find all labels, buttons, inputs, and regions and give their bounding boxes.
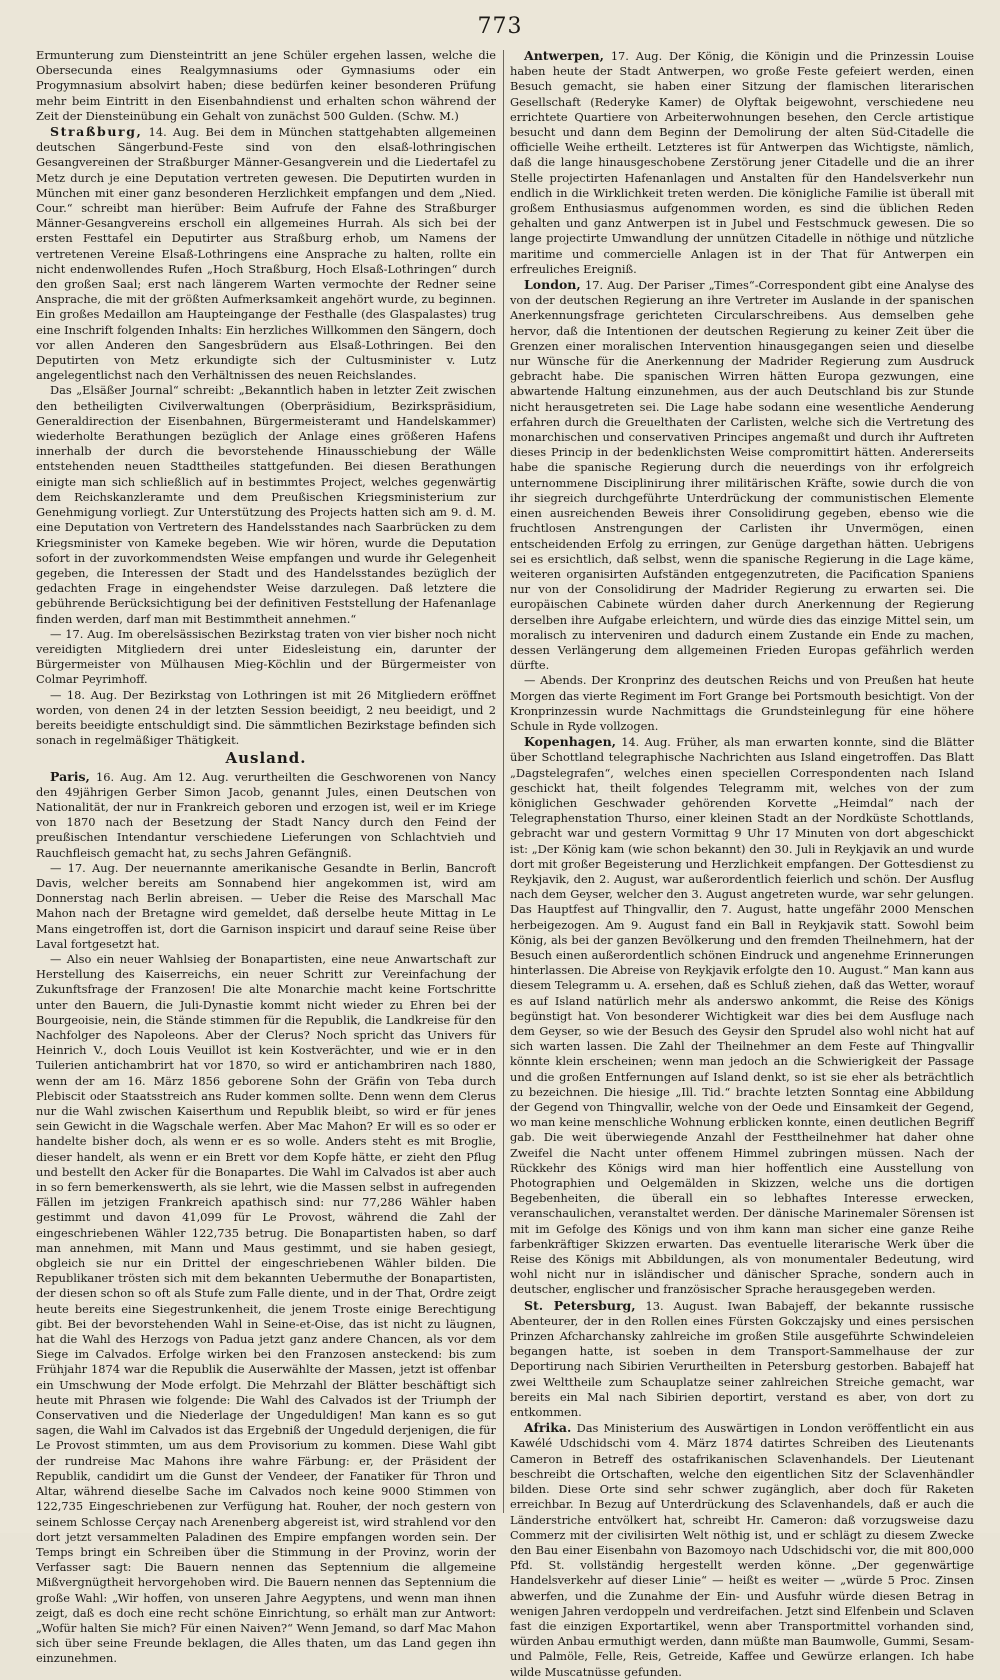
article-paragraph: Das „Elsäßer Journal“ schreibt: „Bekanntlich haben in letzter Zeit zwischen den betheiligten Civilverwaltungen (Oberpräsidium, Bezirkspräsidium, Generaldirection der Eisenbahnen, Bürgermeisteramt und Handelskammer) wiederholte Berathungen bezüglich der Anlage eines größeren Hafens innerhalb der durch die bevorstehende Hinausschiebung der Wälle entstehenden neuen Stadttheiles stattgefunden. Bei diesen Berathungen einigte man sich schließlich auf in bestimmtes Project, welches gegenwärtig dem Reichskanzleramte und dem Preußischen Kriegsministerium zur Genehmigung vorliegt. Zur Unterstützung des Projects hatten sich am 9. d. M. eine Deputation von Vertretern des Handelsstandes nach Saarbrücken zu dem Kriegsminister von Kameke begeben. Wie wir hören, wurde die Deputation sofort in der zuvorkommendsten Weise empfangen und wurde ihr Gelegenheit gegeben, die Interessen der Stadt und des Handelsstandes bezüglich der gedachten Frage in eingehendster Weise darzulegen. Daß letztere die gebührende Berücksichtigung bei der definitiven Feststellung der Hafenanlage finden werden, darf man mit Bestimmtheit annehmen.“ — [36, 383, 496, 626]
article-paragraph: — Also ein neuer Wahlsieg der Bonapartisten, eine neue Anwartschaft zur Herstellung des Kaiserreichs, ein neuer Schritt zur Vereinfachung der Zukunftsfrage der Franzosen! Die alte Monarchie macht keine Fortschritte unter den Bauern, die Juli-Dynastie kommt nicht wieder zu Ehren bei der Bourgeoisie, nein, die Stände stimmen für die Republik, die Landkreise für den Nachfolger des Napoleons. Aber der Clerus? Noch spricht das Univers für Heinrich V., doch Louis Veuillot ist kein Kostverächter, und wie er in den Tuilerien antichambrirt hat vor 1870, so wird er antichambriren nach 1880, wenn der am 16. März 1856 geborene Sohn der Gräfin von Teba durch Plebiscit oder Staatsstreich ans Ruder kommen sollte. Denn wenn dem Clerus nur die Wahl zwischen Kaiserthum und Republik bleibt, so wird er für jenes sein Gewicht in die Wagschale werfen. Aber Mac Mahon? Er will es so oder er handelte bisher doch, als wenn er es so wolle. Anders steht es mit Broglie, dieser handelt, als wenn er ein Brett vor dem Kopfe hätte, er zieht den Pflug und bestellt den Acker für die Bonapartes. Die Wahl im Calvados ist aber auch in so fern bemerkenswerth, als sie lehrt, wie die Massen selbst in aufregenden Fällen im jetzigen Frankreich apathisch sind: nur 77,286 Wähler haben gestimmt und davon 41,099 für Le Provost, während die Zahl der eingeschriebenen Wähler 122,735 betrug. Die Bonapartisten haben, so darf man annehmen, mit Mann und Maus gestimmt, und sie haben gesiegt, obgleich sie nur ein Drittel der eingeschriebenen Wähler bilden. Die Republikaner trösten sich mit dem bekannten Uebermuthe der Bonapartisten, der diesen schon so oft als Stufe zum Falle diente, und in der That, Ordre zeigt heute bereits eine Siegestrunkenheit, die jenem Troste einige Berechtigung gibt. Bei der bevorstehenden Wahl in Seine-et-Oise, das ist nicht zu läugnen, hat die Wahl des Herzogs von Padua jetzt ganz andere Chancen, als vor dem Siege im Calvados. Erfolge wirken bei den Franzosen ansteckend: bis zum Frühjahr 1874 war die Republik die Auserwählte der Massen, jetzt ist offenbar ein Umschwung der Mode erfolgt. Die Mehrzahl der Blätter beschäftigt sich heute mit Phrasen wie folgende: Die Wahl des Calvados ist der Triumph der Conservativen und die Niederlage der Ungeduldigen! Man kann es so gut sagen, die Wahl im Calvados ist das Ergebniß der Ungeduld derjenigen, die für Le Provost stimmten, um aus dem Provisorium zu kommen. Diese Wahl gibt der rundreise Mac Mahons ihre wahre Färbung: er, der Präsident der Republik, candidirt um die Gunst der Vendeer, der Fanatiker für Thron und Altar, während dieselbe Sache im Calvados noch keine 9000 Stimmen von 122,735 Eingeschriebenen zur Verfügung hat. Rouher, der noch gestern von seinem Schlosse Cerçay nach Arenenberg abgereist ist, wird strahlend vor den dort jetzt versammelten Paladinen des Empire empfangen worden sein. Der Temps bringt ein Schreiben über die Stimmung in der Provinz, worin der Verfasser sagt: Die Bauern nennen das Septennium die allgemeine Mißvergnügtheit hervorgehoben wird. Die Bauern nennen das Septennium die große Wahl: „Wir hoffen, von unseren Jahre Aegyptens, und wenn man ihnen zeigt, daß es doch eine recht schöne Einrichtung, so erhält man zur Antwort: „Wofür halten Sie mich? Für einen Naiven?“ Wenn Jemand, so darf Mac Mahon sich über seine Freunde beklagen, die Alles thaten, um das Land gegen ihn einzunehmen. — [36, 951, 496, 1666]
article-text: 13. August. Iwan Babajeff, der bekannte russische Abenteurer, der in den Rollen eines Fürsten Gokczajsky und eines persischen Prinzen Afcharchansky zahlreiche im großen Stile ausgeführte Schwindeleien begangen hatte, ist soeben in dem Transport-Sammelhause der zur Deportirung nach Sibirien Verurtheilten in Petersburg gestorben. Babajeff hat zwei Welttheile zum Schauplatze seiner zahlreichen Streiche gemacht, war bereits ein Mal nach Sibirien deportirt, verstand es aber, von dort zu entkommen. — [510, 1298, 974, 1420]
dateline-st-petersburg: St. Petersburg, — [524, 1297, 636, 1313]
dateline-afrika: Afrika. — [524, 1420, 572, 1436]
article-text: 14. Aug. Bei dem in München stattgehabten allgemeinen deutschen Sängerbund-Feste sind von den elsaß-lothringischen Gesangvereinen der Straßburger Männer-Gesangverein und die Liedertafel zu Metz durch je eine Deputation vertreten gewesen. Die Deputirten wurden in München mit einer ganz besonderen Herzlichkeit empfangen und dem „Nied. Cour.“ schreibt man hierüber: Beim Aufrufe der Fahne des Straßburger Männer-Gesangvereins erscholl ein allgemeines Hurrah. Als sich bei der ersten Festtafel ein Deputirter aus Straßburg erhob, um Namens der vertretenen Vereine Elsaß-Lothringens eine Ansprache zu halten, rollte ein nicht endenwollendes Rufen „Hoch Straßburg, Hoch Elsaß-Lothringen“ durch den großen Saal; erst nach längerem Warten vermochte der Redner seine Ansprache, die mit der größten Aufmerksamkeit angehört wurde, zu beginnen. Ein großes Medaillon am Haupteingange der Festhalle (des Glaspalastes) trug eine Inschrift folgenden Inhalts: Ein herzliches Willkommen den Sängern, doch vor allen Anderen den Sangesbrüdern aus Elsaß-Lothringen. Bei den Deputirten von Metz erkundigte sich der Cultusminister v. Lutz angelegentlichst nach den Verhältnissen des neuen Reichslandes. — [36, 125, 497, 383]
article-paragraph — [510, 1420, 974, 1679]
article-text: 16. Aug. Am 12. Aug. verurtheilten die Geschworenen von Nancy den 49jährigen Gerber Simon Jacob, genannt Jules, einen Deutschen von Nationalität, der nur in Frankreich geboren und erzogen ist, weil er im Kriege von 1870 nach der Besetzung der Stadt Nancy durch den Feind der preußischen Intendantur verschiedene Lieferungen von Schlachtvieh und Rauchfleisch gemacht hat, zu sechs Jahren Gefängniß. — [36, 769, 496, 860]
article-paragraph — [510, 48, 974, 277]
article-paragraph: — 17. Aug. Im oberelsässischen Bezirkstag traten von vier bisher noch nicht vereidigten Mitgliedern drei unter Eidesleistung ein, darunter der Bürgermeister von Mülhausen Mieg-Köchlin und der Bürgermeister von Colmar Peyrimhoff. — [36, 626, 496, 687]
article-paragraph: Ermunterung zum Diensteintritt an jene Schüler ergehen lassen, welche die Obersecunda eines Realgymnasiums oder Gymnasiums oder ein Progymnasium absolvirt haben; diese bedürfen keiner besonderen Prüfung mehr beim Eintritt in den Eisenbahndienst und erhalten schon während der Zeit der Diensteinübung ein Gehalt von zunächst 500 Gulden. (Schw. M.) — [36, 48, 496, 123]
left-column — [36, 48, 497, 1666]
article-text: 17. Aug. Der Pariser „Times“-Correspondent gibt eine Analyse des von der deutschen Regierung an ihre Vertreter im Auslande in der spanischen Anerkennungsfrage gerichteten Circularschreibens. Aus demselben gehe hervor, daß die Intentionen der deutschen Regierung zu keiner Zeit über die Grenzen einer moralischen Intervention hinausgegangen seien und dieselbe nur Wünsche für die Anerkennung der Madrider Regierung zum Ausdruck gebracht habe. Die spanischen Wirren hätten Europa gezwungen, eine abwartende Haltung einzunehmen, aus der auch Deutschland bis zur Stunde nicht herausgetreten sei. Die Lage habe sodann eine wesentliche Aenderung erfahren durch die Greuelthaten der Carlisten, welche sich die Vertretung des monarchischen und conservativen Principes angemaßt und durch ihr Auftreten dieses Princip in der bedenklichsten Weise compromittirt hätten. Andererseits habe die spanische Regierung durch die neuerdings von ihr erfolgreich unternommene Disciplinirung ihrer militärischen Kräfte, sowie durch die von ihr siegreich durchgeführte Unterdrückung der communistischen Elemente einen ausreichenden Beweis ihrer Consolidirung gegeben, ebenso wie die fruchtlosen Anstrengungen der Carlisten ihr Unvermögen, einen entscheidenden Erfolg zu erringen, zur Genüge dargethan hätten. Uebrigens sei es ersichtlich, daß selbst, wenn die spanische Regierung in die Lage käme, weiteren organisirten Aufständen entgegenzutreten, die Pacification Spaniens nur von der Consolidirung der Madrider Regierung zu erwarten sei. Die europäischen Cabinete würden daher durch Anerkennung der Regierung derselben ihre Aufgabe erleichtern, und würde dies das einzige Mittel sein, um moralisch zu interveniren und dadurch einem Zustande ein Ende zu machen, dessen Verlängerung dem allgemeinen Frieden Europas gefährlich werden dürfte. — [510, 278, 975, 673]
article-paragraph: — Abends. Der Kronprinz des deutschen Reichs und von Preußen hat heute Morgen das vierte Regiment im Fort Grange bei Portsmouth besichtigt. Von der Kronprinzessin wurde Nachmittags die Grundsteinlegung für eine höhere Schule in Ryde vollzogen. — [510, 673, 974, 733]
article-paragraph — [510, 734, 974, 1298]
article-paragraph — [36, 124, 496, 383]
article-paragraph — [510, 1298, 974, 1421]
page-number: 773 — [477, 14, 523, 39]
article-paragraph: — 17. Aug. Der neuernannte amerikanische Gesandte in Berlin, Bancroft Davis, welcher bereits am Sonnabend hier angekommen ist, wird am Donnerstag nach Berlin abreisen. — Ueber die Reise des Marschall Mac Mahon nach der Bretagne wird gemeldet, daß derselbe heute Mittag in Le Mans eingetroffen ist, dort die Garnison inspicirt und darauf seine Reise über Laval fortgesetzt hat. — [36, 860, 496, 951]
article-paragraph: — 18. Aug. Der Bezirkstag von Lothringen ist mit 26 Mitgliedern eröffnet worden, von denen 24 in der letzten Session beeidigt, 2 neu beeidigt, und 2 bereits beeidigte entschuldigt sind. Die sämmtlichen Bezirkstage befinden sich sonach in regelmäßiger Thätigkeit. — [36, 687, 496, 748]
article-paragraph — [36, 769, 496, 861]
article-text: 14. Aug. Früher, als man erwarten konnte, sind die Blätter über Schottland telegraphische Nachrichten aus Island eingetroffen. Das Blatt „Dagstelegrafen“, welches einen speciellen Correspondenten nach Island geschickt hat, theilt folgendes Telegramm mit, welches von der zum königlichen Geschwader gehörenden Korvette „Heimdal“ nach der Telegraphenstation Thurso, einer kleinen Stadt an der Nordküste Schottlands, gebracht war und gestern Vormittag 9 Uhr 17 Minuten von dort abgeschickt ist: „Der König kam (wie schon bekannt) den 30. Juli in Reykjavik an und wurde dort mit großer Begeisterung und Herzlichkeit empfangen. Der Gottesdienst zu Reykjavik, den 2. August, war außerordentlich feierlich und schön. Der Ausflug nach dem Geyser, welcher den 3. August angetreten wurde, war sehr gelungen. Das Hauptfest auf Thingvallir, den 7. August, hatte ungefähr 2000 Menschen herbeigezogen. Am 9. August fand ein Ball in Reykjavik statt. Sowohl beim König, als bei der ganzen Bevölkerung und den fremden Theilnehmern, hat der Besuch einen außerordentlich schönen Eindruck und angenehme Erinnerungen hinterlassen. Die Abreise von Reykjavik erfolgte den 10. August.“ Man kann aus diesem Telegramm u. A. ersehen, daß es Schluß ziehen, daß das Wetter, worauf es auf Island natürlich mehr als anderswo ankommt, die Reise des Königs begünstigt hat. Von besonderer Wichtigkeit war dies bei dem Ausfluge nach dem Geyser, so wie der Besuch des Geysir den Sprudel also wohl nicht hat auf sich warten lassen. Die Zahl der Theilnehmer an dem Feste auf Thingvallir könnte klein erscheinen; wenn man jedoch an die Schwierigkeit der Passage und die großen Entfernungen auf Island denkt, so ist sie eher als beträchtlich zu bezeichnen. Die hiesige „Ill. Tid.“ brachte letzten Sonntag eine Abbildung der Gegend von Thingvallir, welche von der Oede und Einsamkeit der Gegend, wo man keine menschliche Wohnung erblicken konnte, einen deutlichen Begriff gab. Die weit überwiegende Anzahl der Festtheilnehmer hat daher ohne Zweifel die Nacht unter offenem Himmel zubringen müssen. Nach der Rückkehr des Königs wird man hier hoffentlich eine Ausstellung von Photographien und Oelgemälden in Skizzen, welche uns die dortigen Begebenheiten, die überall ein so lebhaftes Interesse erwecken, veranschaulichen, veranstaltet werden. Der dänische Marinemaler Sörensen ist mit im Gefolge des Königs und von ihm kann man sicher eine ganze Reihe farbenkräftiger Skizzen erwarten. Das eventuelle literarische Werk über die Reise des Königs mit Abbildungen, als von monumentaler Bedeutung, wird wohl nicht nur in isländischer und dänischer Sprache, sondern auch in deutscher, englischer und französischer Sprache herausgegeben werden. — [510, 735, 975, 1297]
article-paragraph — [510, 277, 974, 673]
dateline-kopenhagen: Kopenhagen, — [524, 734, 617, 750]
dateline-london: London, — [524, 277, 581, 293]
column-divider — [503, 50, 504, 1513]
dateline-paris: Paris, — [50, 768, 90, 784]
dateline-strassburg: Straßburg, — [50, 124, 143, 140]
dateline-antwerpen: Antwerpen, — [524, 48, 604, 63]
article-text: Das Ministerium des Auswärtigen in London veröffentlicht ein aus Kawélé Udschidschi vom 4. März 1874 datirtes Schreiben des Lieutenants Cameron in Betreff des ostafrikanischen Sclavenhandels. Der Lieutenant beschreibt die Ortschaften, welche den eigentlichen Sitz der Sclavenhändler bilden. Diese Orte sind sehr schwer zugänglich, aber doch für Raketen erreichbar. In Bezug auf Unterdrückung des Sclavenhandels, daß er auch die Länderstriche entvölkert hat, schreibt Hr. Cameron: daß vorzugsweise dazu Commerz mit der civilisirten Welt nöthig ist, und er schlägt zu diesem Zwecke den Bau einer Eisenbahn von Bazomoyo nach Udschidschi vor, die mit 800,000 Pfd. St. vollständig hergestellt werden könne. „Der gegenwärtige Handelsverkehr auf dieser Linie“ — heißt es weiter — „würde 5 Proc. Zinsen abwerfen, und die Zunahme der Ein- und Ausfuhr würde diesen Betrag in wenigen Jahren verdoppeln und verdreifachen. Jetzt sind Elfenbein und Sclaven fast die einzigen Exportartikel, wenn aber Transportmittel vorhanden sind, würden Anbau ermuthigt werden, dann müßte man Baumwolle, Gummi, Sesam- und Palmöle, Felle, Reis, Getreide, Kaffee und Gewürze erlangen. Ich habe wilde Muscatnüsse gefunden. — [510, 1421, 974, 1679]
article-text: 17. Aug. Der König, die Königin und die Prinzessin Louise haben heute der Stadt Antwerpen, wo große Feste gefeiert werden, einen Besuch gemacht, sie haben einer Sitzung der flamischen literarischen Gesellschaft (Rederyke Kamer) de Olyftak beigewohnt, verschiedene neu errichtete Quartiere von Arbeiterwohnungen besehen, den Cercle artistique besucht und dann dem Beginn der Demolirung der alten Süd-Citadelle die officielle Weihe ertheilt. Letzteres ist für Antwerpen das Wichtigste, nämlich, daß die lange hinausgeschobene Zerstörung jener Citadelle und die an ihrer Stelle projectirten Hafenanlagen und Anstalten für den Handelsverkehr nun endlich in die Wirklichkeit treten werden. Die königliche Familie ist überall mit großem Enthusiasmus aufgenommen worden, es sind die üblichen Reden gehalten und ganz Antwerpen ist in Jubel und Festschmuck gewesen. Die so lange projectirte Umwandlung der unnützen Citadelle in nöthige und nützliche maritime und commercielle Anlagen ist in der That für Antwerpen ein erfreuliches Ereigniß. — [510, 49, 975, 276]
right-column — [510, 48, 975, 1679]
section-heading-ausland: Ausland. — [225, 749, 307, 768]
